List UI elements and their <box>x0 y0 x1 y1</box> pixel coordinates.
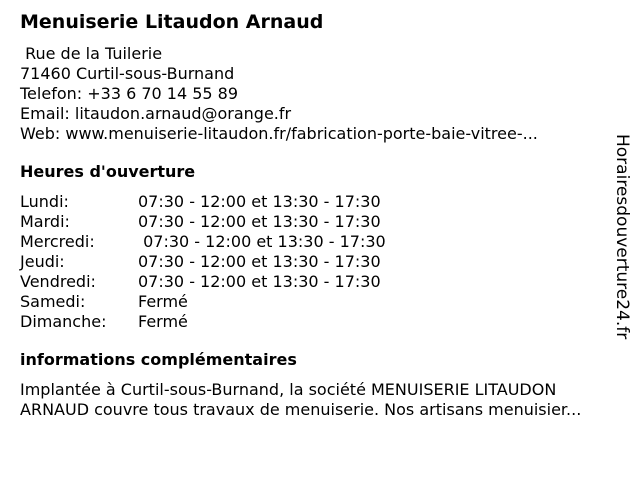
hours-value: 07:30 - 12:00 et 13:30 - 17:30 <box>138 192 381 211</box>
phone-line: Telefon: +33 6 70 14 55 89 <box>20 84 239 103</box>
email-line: Email: litaudon.arnaud@orange.fr <box>20 104 292 123</box>
day-label: Samedi: <box>20 292 86 311</box>
site-watermark <box>612 134 632 354</box>
hours-row-tuesday <box>20 212 610 232</box>
opening-hours-title: Heures d'ouverture <box>20 162 196 181</box>
hours-value: 07:30 - 12:00 et 13:30 - 17:30 <box>138 272 381 291</box>
day-label: Jeudi: <box>20 252 65 271</box>
day-label: Dimanche: <box>20 312 107 331</box>
hours-row-thursday <box>20 252 610 272</box>
day-label: Mercredi: <box>20 232 95 251</box>
day-label: Vendredi: <box>20 272 96 291</box>
business-name: Menuiserie Litaudon Arnaud <box>20 11 324 33</box>
day-label: Mardi: <box>20 212 70 231</box>
web-line: Web: www.menuiserie-litaudon.fr/fabrication-porte-baie-vitree-... <box>20 124 538 143</box>
hours-value: Fermé <box>138 312 188 331</box>
info-line-1: Implantée à Curtil-sous-Burnand, la société MENUISERIE LITAUDON <box>20 380 557 399</box>
street-address: Rue de la Tuilerie <box>20 44 163 63</box>
business-card <box>20 8 610 420</box>
additional-info-title: informations complémentaires <box>20 350 297 369</box>
hours-row-monday <box>20 192 610 212</box>
hours-row-sunday <box>20 312 610 332</box>
hours-value: 07:30 - 12:00 et 13:30 - 17:30 <box>138 212 381 231</box>
hours-value: Fermé <box>138 292 188 311</box>
hours-row-wednesday <box>20 232 610 252</box>
hours-value: 07:30 - 12:00 et 13:30 - 17:30 <box>138 252 381 271</box>
watermark-text: Horairesdouverture24.fr <box>612 134 632 340</box>
info-line-2: ARNAUD couvre tous travaux de menuiserie. Nos artisans menuisier... <box>20 400 582 419</box>
opening-hours-list <box>20 192 610 332</box>
additional-info-text <box>20 380 610 420</box>
hours-value: 07:30 - 12:00 et 13:30 - 17:30 <box>138 232 386 251</box>
hours-row-friday <box>20 272 610 292</box>
hours-row-saturday <box>20 292 610 312</box>
address-block <box>20 44 610 144</box>
day-label: Lundi: <box>20 192 69 211</box>
city-address: 71460 Curtil-sous-Burnand <box>20 64 235 83</box>
